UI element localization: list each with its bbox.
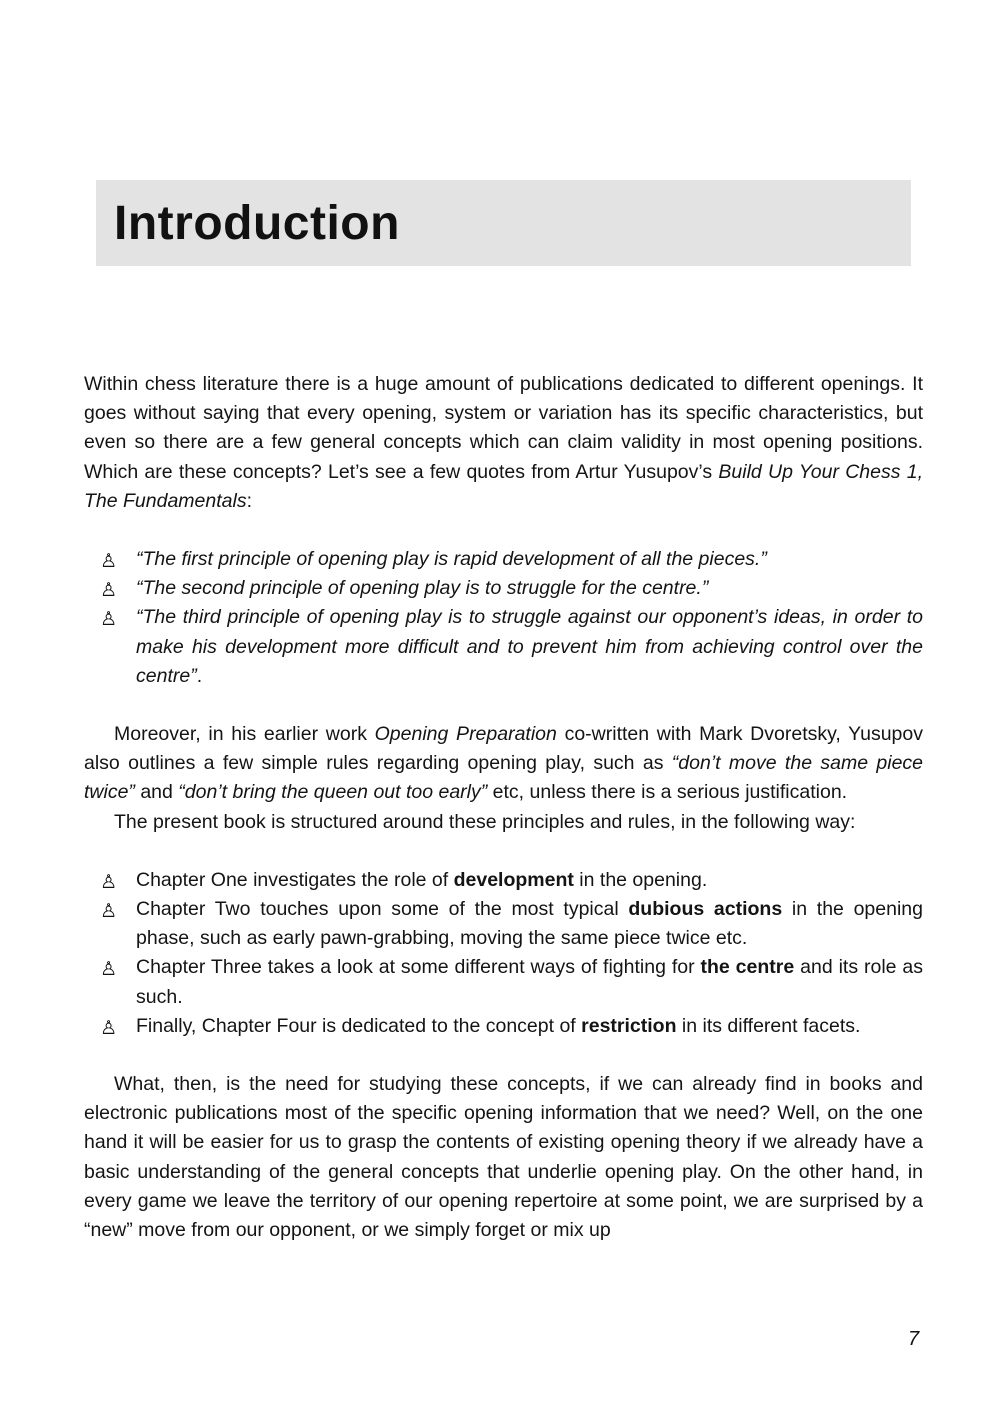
white-pawn-icon: ♙: [100, 1016, 118, 1039]
intro-paragraph: Within chess literature there is a huge amount of publications dedicated to different openings. It goes without saying that every opening, system or variation has its specific characteristics, but even so there are a few general concepts which can claim validity in most opening positions. Which are these concepts? Let’s see a few quotes from Artur Yusupov’s Build Up Your Chess 1, The Fundamentals:: [84, 373, 923, 512]
chapter-title-banner: [96, 180, 911, 266]
white-pawn-icon: ♙: [100, 579, 118, 602]
chapter-list: [84, 866, 923, 1041]
list-item: ♙ “The third principle of opening play is to struggle against our opponent’s ideas, in order to make his development more difficult and to prevent him from achieving control over the centre”.: [100, 606, 923, 687]
white-pawn-icon: ♙: [100, 550, 118, 573]
paragraph: The present book is structured around these principles and rules, in the following way:: [114, 810, 856, 833]
book-title: Build Up Your Chess 1, The Fundamentals: [84, 460, 923, 512]
white-pawn-icon: ♙: [100, 870, 118, 893]
chapter-title: Introduction: [114, 197, 400, 250]
page-number: 7: [908, 1328, 920, 1350]
list-item: ♙ “The first principle of opening play is rapid development of all the pieces.”: [84, 545, 923, 574]
white-pawn-icon: ♙: [100, 958, 118, 981]
white-pawn-icon: ♙: [100, 608, 118, 631]
list-item: ♙ Chapter Three takes a look at some different ways of fighting for the centre and its role as such.: [100, 956, 924, 1008]
white-pawn-icon: ♙: [100, 900, 118, 923]
list-item: ♙ Chapter One investigates the role of development in the opening.: [84, 866, 923, 895]
quote-list: [84, 545, 923, 691]
paragraph: What, then, is the need for studying these concepts, if we can already find in books and electronic publications most of the specific opening information that we need? Well, on the one hand it will be easier for us to grasp the contents of existing opening theory if we already have a basic understanding of the general concepts that underlie opening play. On the other hand, in every game we leave the territory of our opening repertoire at some point, we are surprised by a “new” move from our opponent, or we simply forget or mix up: [84, 1073, 923, 1242]
list-item: ♙ Finally, Chapter Four is dedicated to the concept of restriction in its different facets.: [84, 1012, 923, 1041]
paragraph: Moreover, in his earlier work Opening Preparation co-written with Mark Dvoretsky, Yusupov also outlines a few simple rules regarding opening play, such as “don’t move the same piece twice” and “don’t bring the queen out too early” etc, unless there is a serious justification.: [84, 723, 924, 804]
list-item: ♙ “The second principle of opening play is to struggle for the centre.”: [84, 574, 923, 603]
body-text: [84, 370, 923, 1245]
list-item: ♙ Chapter Two touches upon some of the most typical dubious actions in the opening phase, such as early pawn-grabbing, moving the same piece twice etc.: [100, 898, 923, 950]
